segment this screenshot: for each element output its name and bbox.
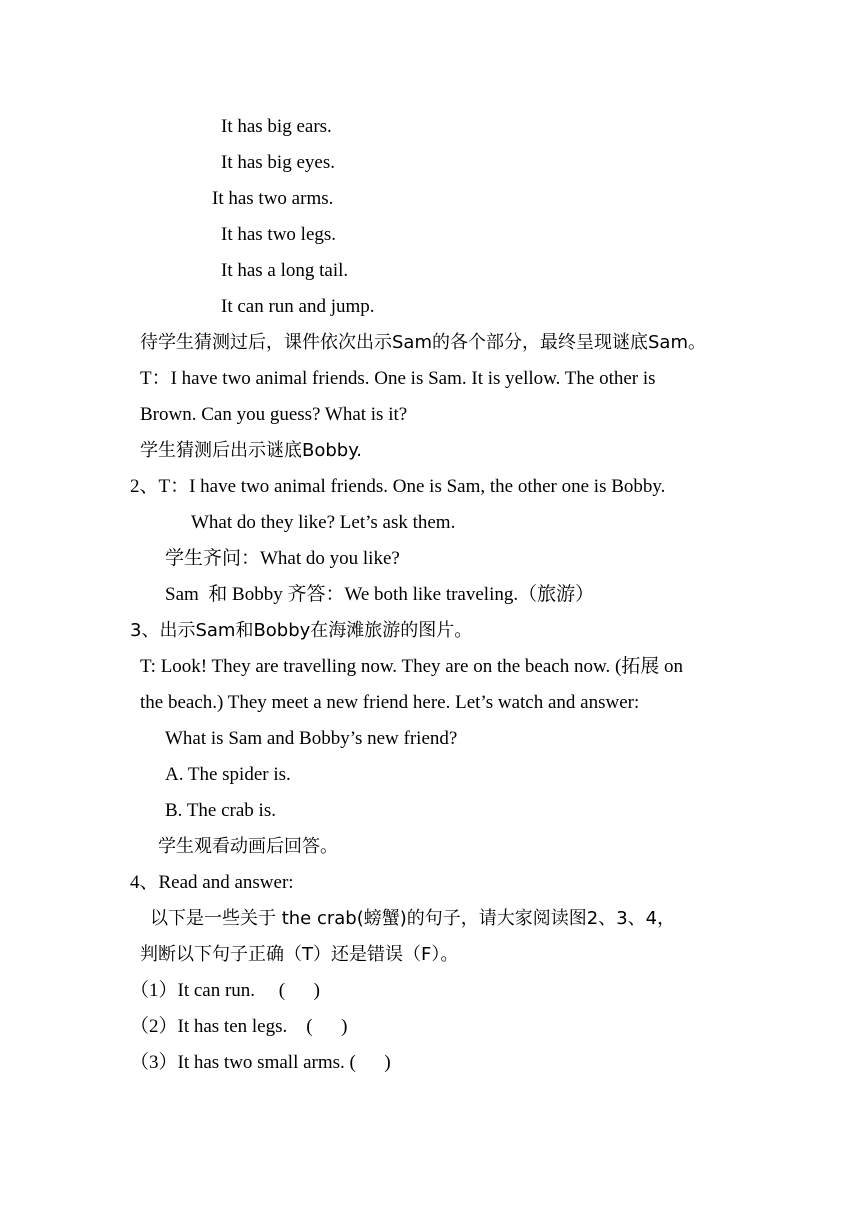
riddle-line-1: It has big ears. bbox=[221, 116, 332, 137]
step4-line-3: 判断以下句子正确（T）还是错误（F）。 bbox=[140, 944, 459, 965]
riddle-line-5: It has a long tail. bbox=[221, 260, 349, 281]
teacher-riddle-line-2: Brown. Can you guess? What is it? bbox=[140, 404, 408, 425]
step4-line-2: 以下是一些关于 the crab(螃蟹)的句子，请大家阅读图2、3、4， bbox=[150, 908, 676, 929]
step2-line-3: 学生齐问：What do you like? bbox=[165, 548, 400, 569]
step4-line-1: 4、Read and answer: bbox=[130, 872, 294, 893]
step2-line-4: Sam 和 Bobby 齐答：We both like traveling.（旅游） bbox=[165, 584, 595, 605]
step4-item-3: （3）It has two small arms. ( ) bbox=[130, 1052, 391, 1073]
step3-line-3: the beach.) They meet a new friend here. Let’s watch and answer: bbox=[140, 692, 640, 713]
step3-line-2: T: Look! They are travelling now. They are on the beach now. (拓展 on bbox=[140, 656, 684, 677]
reveal-sam-text: 待学生猜测过后，课件依次出示Sam的各个部分，最终呈现谜底Sam。 bbox=[140, 332, 706, 353]
riddle-line-6: It can run and jump. bbox=[221, 296, 375, 317]
step3-line-1: 3、出示Sam和Bobby在海滩旅游的图片。 bbox=[130, 620, 473, 641]
step4-item-1: （1）It can run. ( ) bbox=[130, 980, 320, 1001]
step3-question: What is Sam and Bobby’s new friend? bbox=[165, 728, 458, 749]
step2-line-2: What do they like? Let’s ask them. bbox=[191, 512, 456, 533]
step3-option-a: A. The spider is. bbox=[165, 764, 291, 785]
reveal-bobby-text: 学生猜测后出示谜底Bobby. bbox=[140, 440, 363, 461]
step3-option-b: B. The crab is. bbox=[165, 800, 276, 821]
step2-line-1: 2、T：I have two animal friends. One is Sam, the other one is Bobby. bbox=[130, 476, 666, 497]
step4-item-2: （2）It has ten legs. ( ) bbox=[130, 1016, 348, 1037]
riddle-line-4: It has two legs. bbox=[221, 224, 337, 245]
riddle-line-2: It has big eyes. bbox=[221, 152, 335, 173]
teacher-riddle-line-1: T：I have two animal friends. One is Sam. It is yellow. The other is bbox=[140, 368, 656, 389]
step3-after: 学生观看动画后回答。 bbox=[158, 836, 338, 857]
riddle-line-3: It has two arms. bbox=[212, 188, 334, 209]
